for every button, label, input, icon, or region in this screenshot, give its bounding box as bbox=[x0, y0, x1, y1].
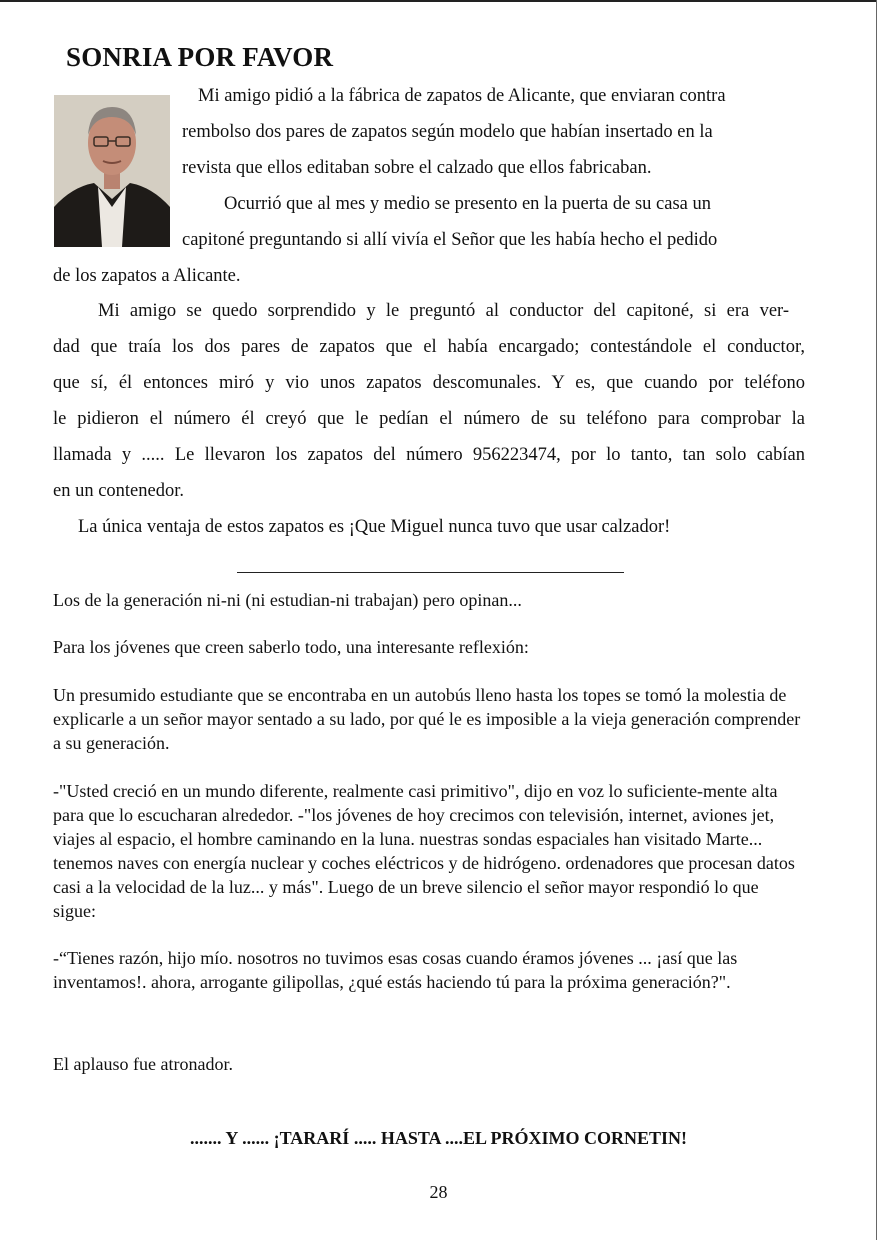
paragraph: Un presumido estudiante que se encontraba en un autobús lleno hasta los topes se tomó la molestia de explicarle a un señor mayor sentado a su lado, por qué le es imposible a la vieja generación comprender a su generación. bbox=[53, 685, 801, 753]
page-number: 28 bbox=[429, 1182, 448, 1202]
paragraph: Los de la generación ni-ni (ni estudian-ni trabajan) pero opinan... bbox=[53, 590, 522, 610]
story-line: capitoné preguntando si allí vivía el Señor que les había hecho el pedido bbox=[182, 230, 718, 250]
closing-line: ....... Y ...... ¡TARARÍ ..... HASTA ....EL PRÓXIMO CORNETIN! bbox=[189, 1128, 688, 1148]
story-line: Mi amigo pidió a la fábrica de zapatos de Alicante, que enviaran contra bbox=[198, 86, 726, 106]
story-line: de los zapatos a Alicante. bbox=[53, 266, 241, 286]
story-line: que sí, él entonces miró y vio unos zapatos descomunales. Y es, que cuando por teléfono bbox=[53, 373, 805, 393]
author-photo bbox=[54, 95, 170, 247]
story-line: Mi amigo se quedo sorprendido y le preguntó al conductor del capitoné, si era ver- bbox=[98, 301, 789, 321]
story-line: en un contenedor. bbox=[53, 481, 184, 501]
story-line: llamada y ..... Le llevaron los zapatos del número 956223474, por lo tanto, tan solo cabían bbox=[53, 445, 805, 465]
story-line: rembolso dos pares de zapatos según modelo que habían insertado en la bbox=[182, 122, 713, 142]
story-punchline: La única ventaja de estos zapatos es ¡Que Miguel nunca tuvo que usar calzador! bbox=[78, 517, 671, 537]
paragraph: -"Usted creció en un mundo diferente, realmente casi primitivo", dijo en voz lo suficiente-mente alta para que lo escucharan alrededor. -"los jóvenes de hoy crecimos con televisión, internet, aviones jet, viajes al espacio, el hombre caminando en la luna. nuestras sondas espaciales han visitado Marte... tenemos naves con energía nuclear y coches eléctricos y de hidrógeno. ordenadores que procesan datos casi a la velocidad de la luz... y más". Luego de un breve silencio el señor mayor respondió lo que sigue: bbox=[53, 781, 795, 921]
top-border bbox=[0, 0, 877, 2]
story-line: le pidieron el número él creyó que le pedían el número de su teléfono para comprobar la bbox=[53, 409, 805, 429]
paragraph: Para los jóvenes que creen saberlo todo, una interesante reflexión: bbox=[53, 637, 529, 657]
section-divider bbox=[237, 572, 624, 573]
story-line: dad que traía los dos pares de zapatos que el había encargado; contestándole el conductor, bbox=[53, 337, 805, 357]
story-line: Ocurrió que al mes y medio se presento en la puerta de su casa un bbox=[224, 194, 711, 214]
paragraph: El aplauso fue atronador. bbox=[53, 1054, 233, 1074]
paragraph: -“Tienes razón, hijo mío. nosotros no tuvimos esas cosas cuando éramos jóvenes ... ¡así que las inventamos!. ahora, arrogante gilipollas, ¿qué estás haciendo tú para la próxima generación?". bbox=[53, 948, 738, 992]
article-title: SONRIA POR FAVOR bbox=[66, 42, 334, 72]
story-line: revista que ellos editaban sobre el calzado que ellos fabricaban. bbox=[182, 158, 652, 178]
